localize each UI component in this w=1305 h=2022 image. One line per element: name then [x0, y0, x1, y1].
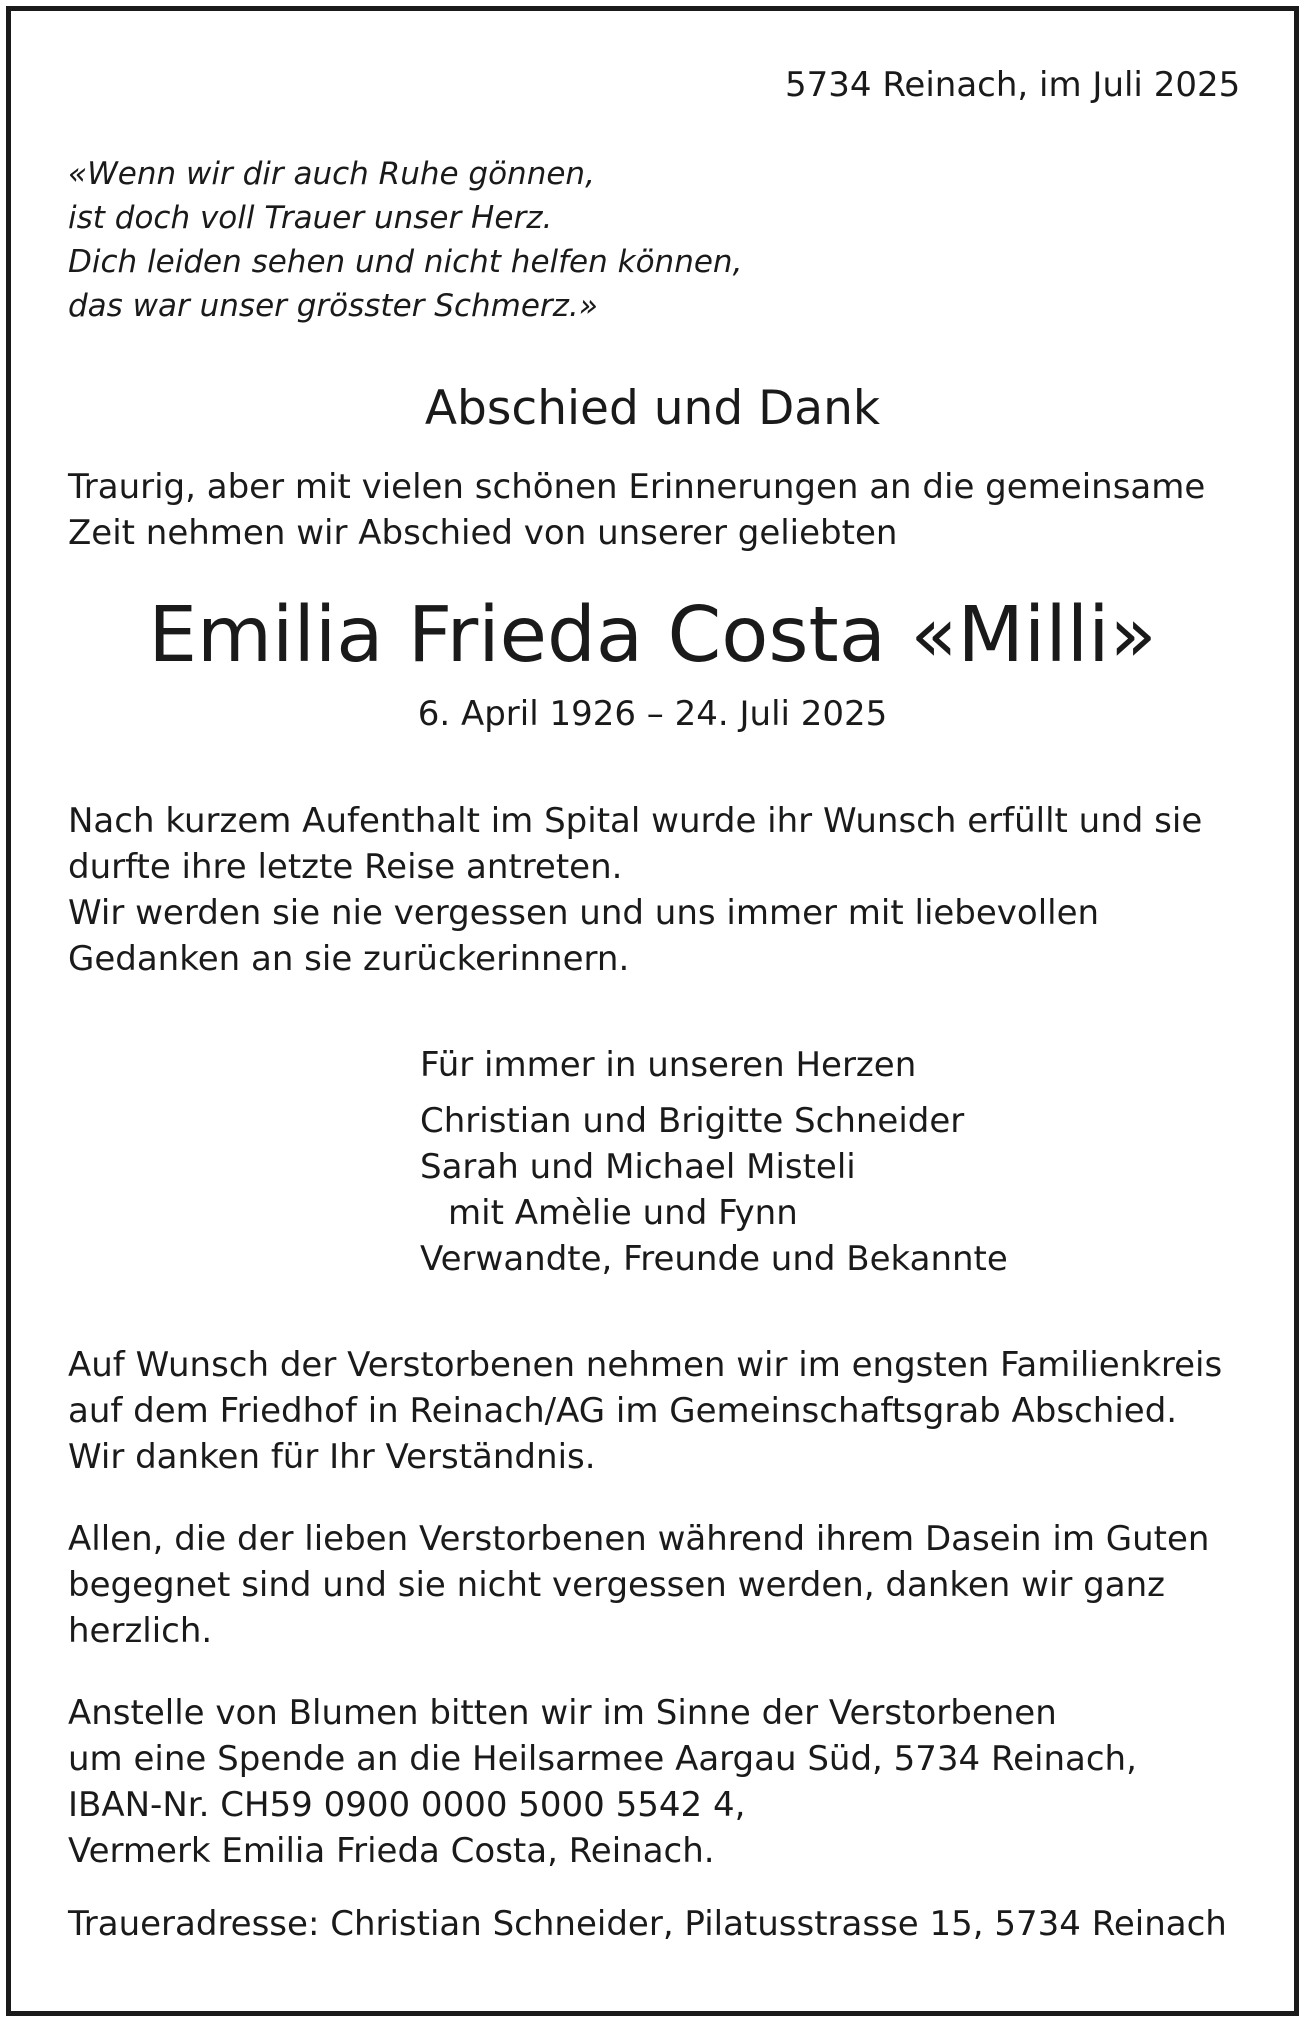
mourners-list [420, 1042, 1008, 1282]
notice-heading: Abschied und Dank [424, 381, 881, 436]
mourning-address: Traueradresse: Christian Schneider, Pilatusstrasse 15, 5734 Reinach [68, 1904, 1227, 1944]
mourner-name: mit Amèlie und Fynn [448, 1193, 798, 1233]
paragraph-line: Wir danken für Ihr Verständnis. [68, 1437, 596, 1477]
place-date: 5734 Reinach, im Juli 2025 [785, 65, 1241, 105]
paragraph-line: durfte ihre letzte Reise antreten. [68, 847, 623, 887]
quote-line: ist doch voll Trauer unser Herz. [68, 200, 553, 236]
quote-line: «Wenn wir dir auch Ruhe gönnen, [68, 156, 595, 192]
paragraph-line: Allen, die der lieben Verstorbenen während ihrem Dasein im Guten [68, 1519, 1210, 1559]
quote-line: das war unser grösster Schmerz.» [68, 288, 598, 324]
paragraph-line: um eine Spende an die Heilsarmee Aargau Süd, 5734 Reinach, [68, 1739, 1137, 1779]
paragraph-line: Nach kurzem Aufenthalt im Spital wurde ihr Wunsch erfüllt und sie [68, 801, 1203, 841]
intro-line: Zeit nehmen wir Abschied von unserer geliebten [68, 513, 898, 553]
intro-paragraph [68, 464, 1205, 556]
mourner-name: Verwandte, Freunde und Bekannte [420, 1239, 1008, 1279]
mourner-name: Sarah und Michael Misteli [420, 1147, 856, 1187]
quote-line: Dich leiden sehen und nicht helfen können, [68, 244, 743, 280]
paragraph-line: Wir werden sie nie vergessen und uns immer mit liebevollen [68, 893, 1100, 933]
paragraph-burial [68, 1342, 1222, 1480]
paragraph-line: Anstelle von Blumen bitten wir im Sinne der Verstorbenen [68, 1693, 1057, 1733]
iban-line: IBAN-Nr. CH59 0900 0000 5000 5542 4, [68, 1785, 746, 1825]
intro-line: Traurig, aber mit vielen schönen Erinnerungen an die gemeinsame [68, 467, 1206, 507]
paragraph-donation [68, 1690, 1137, 1874]
quote-verse [68, 152, 742, 328]
paragraph-line: herzlich. [68, 1611, 213, 1651]
paragraph-thanks [68, 1516, 1209, 1654]
paragraph-line: Gedanken an sie zurückerinnern. [68, 939, 630, 979]
deceased-name: Emilia Frieda Costa «Milli» [148, 591, 1157, 680]
paragraph-line: begegnet sind und sie nicht vergessen werden, danken wir ganz [68, 1565, 1165, 1605]
life-dates: 6. April 1926 – 24. Juli 2025 [417, 694, 888, 734]
paragraph-farewell [68, 798, 1202, 982]
mourners-intro: Für immer in unseren Herzen [420, 1045, 917, 1085]
paragraph-line: auf dem Friedhof in Reinach/AG im Gemeinschaftsgrab Abschied. [68, 1391, 1178, 1431]
paragraph-line: Vermerk Emilia Frieda Costa, Reinach. [68, 1831, 715, 1871]
mourner-name: Christian und Brigitte Schneider [420, 1101, 965, 1141]
paragraph-line: Auf Wunsch der Verstorbenen nehmen wir im engsten Familienkreis [68, 1345, 1223, 1385]
